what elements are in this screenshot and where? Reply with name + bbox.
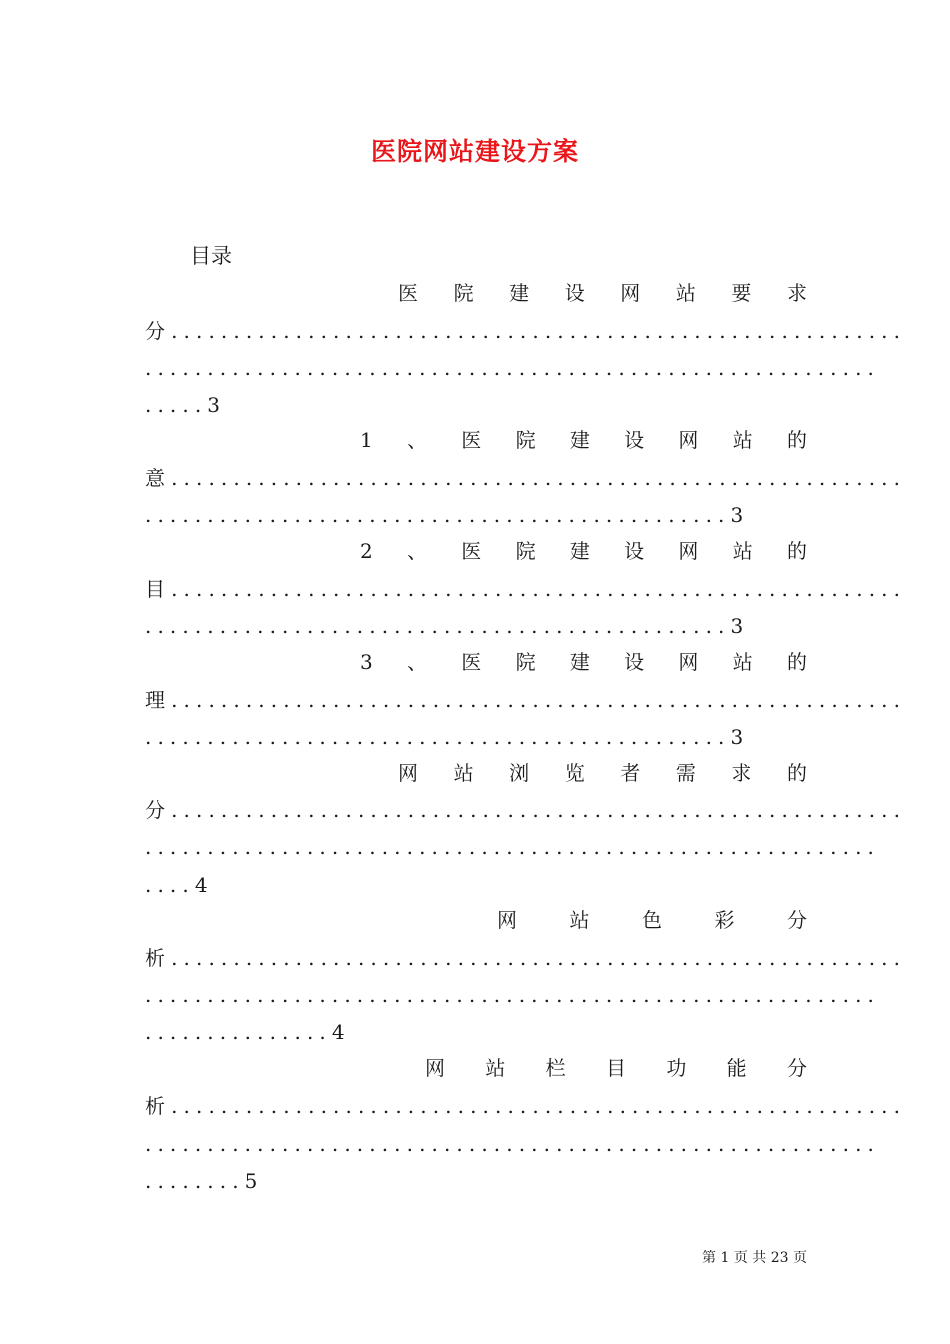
toc-page-number: ...............................................3 — [145, 725, 750, 749]
toc-entry-heading: 网 站 浏 览 者 需 求 的 — [398, 761, 807, 785]
toc-dot-leader: 析........................................................... — [145, 1094, 907, 1118]
toc-page-number: ...............................................3 — [145, 503, 750, 527]
toc-dot-leader: 分........................................................... — [145, 798, 907, 822]
toc-page-number: ....4 — [145, 873, 214, 897]
toc-dot-leader: ........................................................... — [145, 1132, 880, 1156]
toc-entry-heading: 3 、 医 院 建 设 网 站 的 — [360, 650, 807, 674]
toc-dot-leader: 理........................................................... — [145, 688, 907, 712]
toc-entry-heading: 网 站 色 彩 分 — [497, 908, 807, 932]
toc-page-number: ........5 — [145, 1169, 264, 1193]
toc-dot-leader: 析........................................................... — [145, 946, 907, 970]
toc-page-number: ...............4 — [145, 1020, 351, 1044]
toc-page-number: ...............................................3 — [145, 614, 750, 638]
toc-dot-leader: ........................................................... — [145, 835, 880, 859]
toc-entry-heading: 网 站 栏 目 功 能 分 — [425, 1056, 807, 1080]
toc-dot-leader: 分........................................................... — [145, 319, 907, 343]
toc-dot-leader: 意........................................................... — [145, 466, 907, 490]
page-title: 医院网站建设方案 — [370, 137, 579, 166]
toc-entry-heading: 1 、 医 院 建 设 网 站 的 — [360, 428, 807, 452]
toc-dot-leader: ........................................................... — [145, 983, 880, 1007]
toc-dot-leader: 目........................................................... — [145, 577, 907, 601]
toc-entry-heading: 医 院 建 设 网 站 要 求 — [398, 281, 807, 305]
toc-heading: 目录 — [190, 244, 232, 268]
toc-page-number: .....3 — [145, 393, 227, 417]
toc-entry-heading: 2 、 医 院 建 设 网 站 的 — [360, 539, 807, 563]
page-footer: 第 1 页 共 23 页 — [702, 1250, 807, 1266]
toc-dot-leader: ........................................................... — [145, 356, 880, 380]
